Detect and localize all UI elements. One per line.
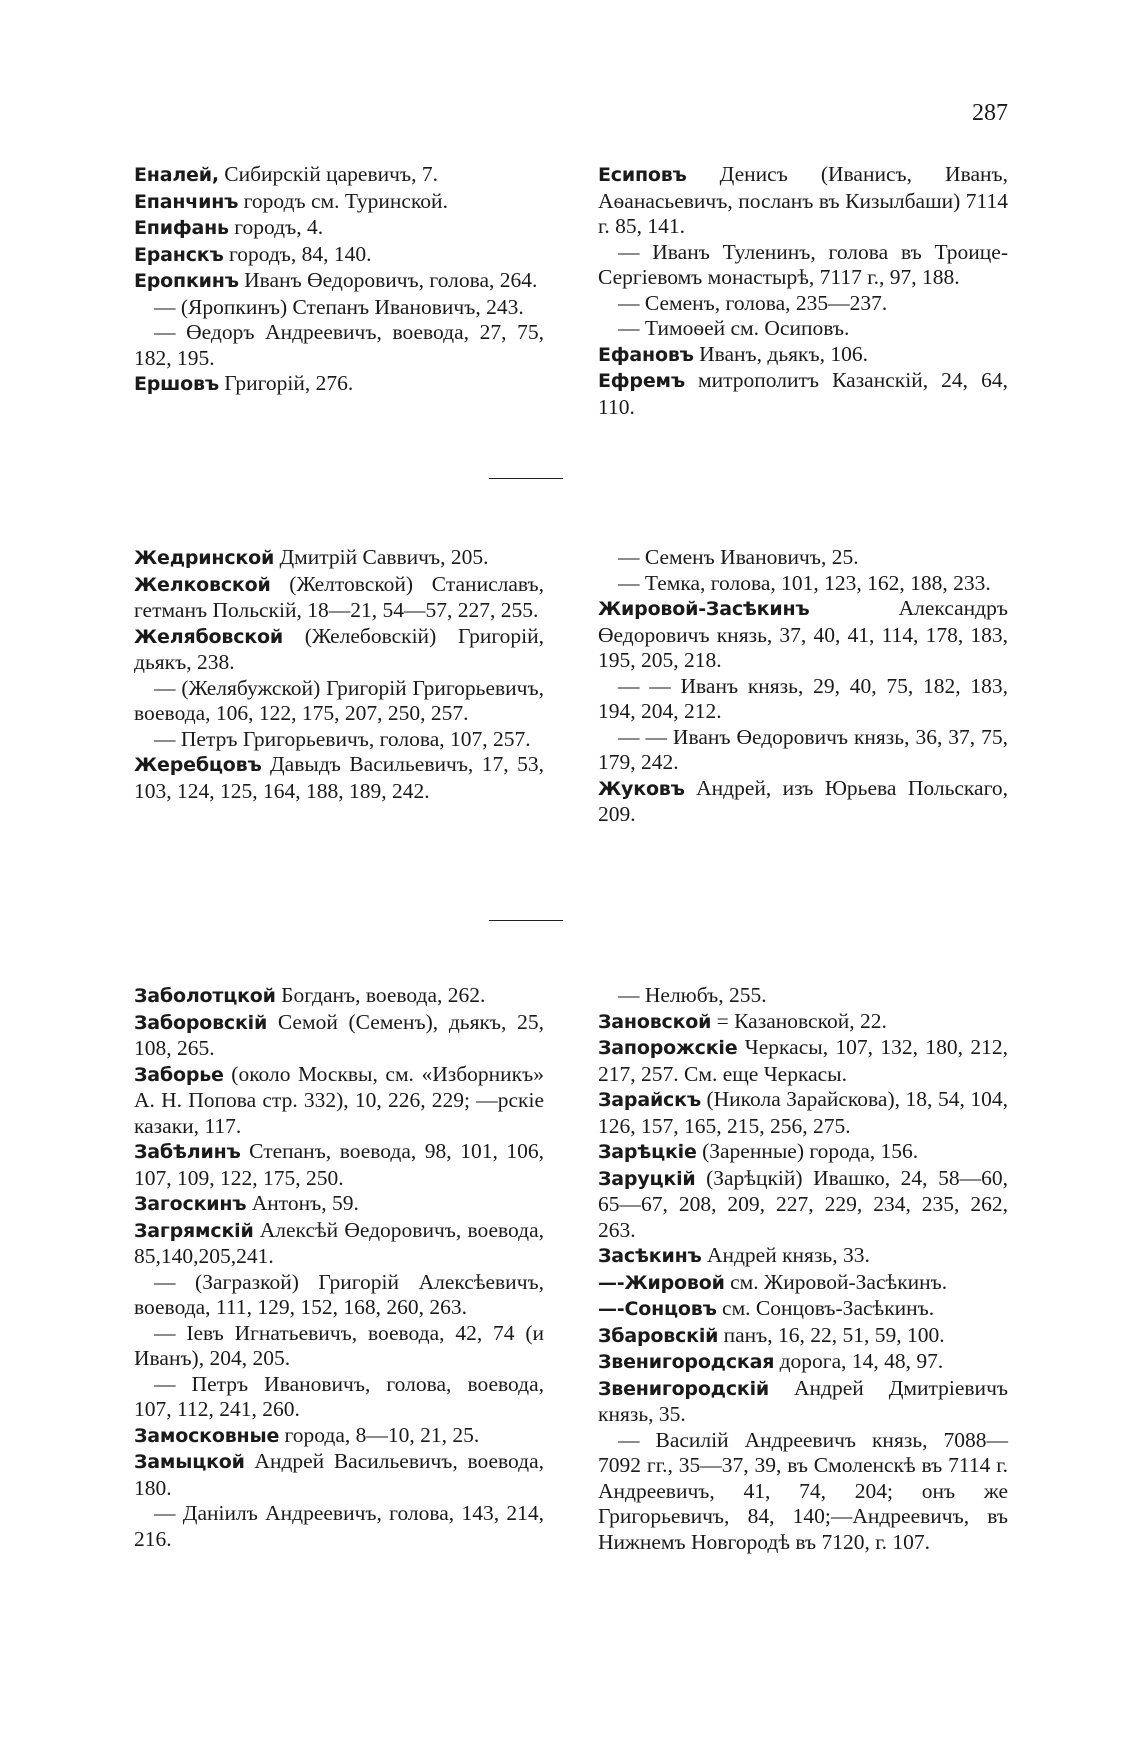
index-entry (134, 268, 544, 295)
entry-headword: Еранскъ (134, 243, 224, 266)
index-entry (134, 676, 544, 727)
entry-text: Алексѣй Өедоровичъ, воевода, 85,140,205,241. (134, 1217, 544, 1268)
entry-text: см. Жировой-Засѣкинъ. (724, 1269, 948, 1294)
entry-text: Антонъ, 59. (246, 1191, 359, 1215)
index-entry (134, 572, 544, 624)
entry-headword: Еналей, (134, 164, 219, 186)
index-entry (134, 1423, 544, 1450)
entry-text: — Өедоръ Андреевичъ, воевода, 27, 75, 182, 195. (134, 320, 544, 370)
entry-text: — (Загразкой) Григорій Алексѣевичъ, воевода, 111, 129, 152, 168, 260, 263. (134, 1269, 544, 1319)
entry-text: городъ, 4. (228, 215, 324, 239)
entry-headword: Епифань (134, 217, 229, 239)
entry-text: Иванъ Өедоровичъ, голова, 264. (238, 268, 538, 292)
entry-text: (Никола Зарайскова), 18, 54, 104, 126, 157, 165, 215, 256, 275. (598, 1087, 1008, 1138)
index-entry (134, 295, 544, 321)
entry-text: дорога, 14, 48, 97. (774, 1349, 944, 1373)
entry-headword: Загрямскій (134, 1219, 254, 1242)
entry-headword: Ершовъ (134, 373, 219, 395)
index-entry (134, 545, 544, 572)
entry-text: Давыдъ Васильевичъ, 17, 53, 103, 124, 125, 164, 188, 189, 242. (134, 752, 544, 803)
entry-text: Богданъ, воевода, 262. (275, 983, 486, 1007)
entry-text: — Темка, голова, 101, 123, 162, 188, 233. (618, 570, 991, 595)
index-entry (134, 242, 544, 269)
entry-headword: Збаровскій (598, 1324, 719, 1347)
entry-headword: Ефремъ (598, 370, 685, 392)
index-entry (598, 368, 1008, 420)
entry-text: — (Яропкинъ) Степанъ Ивановичъ, 243. (154, 294, 524, 319)
entry-headword: Желябовской (134, 625, 283, 648)
index-entry (598, 162, 1008, 240)
entry-text: Андрей Васильевичъ, воевода, 180. (134, 1449, 544, 1500)
entry-text: — Тимоѳей см. Осиповъ. (618, 316, 850, 340)
index-entry (134, 1010, 544, 1062)
index-entry (598, 983, 1008, 1009)
entry-text: — — Иванъ Өедоровичъ князь, 36, 37, 75, 179, 242. (598, 724, 1008, 774)
entry-headword: Заборье (134, 1063, 224, 1086)
index-entry (134, 1218, 544, 1270)
entry-text: Черкасы, 107, 132, 180, 212, 217, 257. См. еще Черкасы. (598, 1035, 1008, 1086)
entry-text: — Нелюбъ, 255. (618, 983, 767, 1007)
entry-text: — — Иванъ князь, 29, 40, 75, 182, 183, 194, 204, 212. (598, 673, 1008, 723)
index-entry (134, 371, 544, 398)
entry-headword: Жедринской (134, 547, 275, 569)
page-number: 287 (972, 100, 1008, 126)
index-entry (598, 1243, 1008, 1270)
entry-text: — Семенъ Ивановичъ, 25. (618, 545, 859, 569)
entry-text: Александръ Өедоровичъ князь, 37, 40, 41, 114, 178, 183, 195, 205, 218. (598, 596, 1008, 672)
column-left (134, 983, 544, 1552)
entry-headword: Ефановъ (598, 343, 694, 366)
index-entry (598, 596, 1008, 674)
entry-text: = Казановской, 22. (711, 1008, 887, 1033)
index-entry (134, 1062, 544, 1140)
index-entry (598, 1349, 1008, 1376)
entry-text: — Семенъ, голова, 235—237. (618, 290, 888, 315)
entry-text: города, 8—10, 21, 25. (279, 1422, 480, 1447)
entry-text: городъ, 84, 140. (223, 241, 372, 266)
index-entry (598, 1296, 1008, 1323)
index-entry (134, 1449, 544, 1501)
entry-text: Григорій, 276. (218, 371, 354, 395)
entry-headword: Загоскинъ (134, 1193, 247, 1215)
index-entry (134, 1321, 544, 1372)
entry-text: Степанъ, воевода, 98, 101, 106, 107, 109, 122, 175, 250. (134, 1139, 544, 1190)
column-right (598, 983, 1008, 1555)
section-divider (489, 478, 563, 479)
index-entry (598, 342, 1008, 369)
entry-headword: Зарайскъ (598, 1089, 701, 1111)
index-entry (134, 1191, 544, 1218)
column-right (598, 162, 1008, 420)
index-entry (598, 571, 1008, 597)
entry-text: см. Сонцовъ-Засѣкинъ. (716, 1296, 935, 1320)
entry-text: Андрей князь, 33. (701, 1243, 870, 1267)
entry-headword: Замыцкой (134, 1451, 245, 1473)
entry-text: (Желтовской) Станиславъ, гетманъ Польскій, 18—21, 54—57, 227, 255. (134, 571, 544, 622)
index-entry (598, 674, 1008, 725)
entry-text: — Іевъ Игнатьевичъ, воевода, 42, 74 (и Иванъ), 204, 205. (134, 1320, 544, 1370)
index-entry (598, 316, 1008, 342)
entry-text: — Иванъ Туленинъ, голова въ Троице-Сергіевомъ монастырѣ, 7117 г., 97, 188. (598, 239, 1008, 289)
entry-headword: Забѣлинъ (134, 1141, 241, 1163)
entry-headword: Зарѣцкіе (598, 1141, 697, 1163)
index-entry (598, 776, 1008, 828)
entry-headword: Жуковъ (598, 777, 685, 800)
entry-headword: Заборовскій (134, 1011, 268, 1034)
entry-text: — Василій Андреевичъ князь, 7088—7092 гг., 35—37, 39, въ Смоленскѣ въ 7114 г. Андреевичъ, 41, 74, 204; онъ же Григорьевичъ, 84, 140;—Андреевичъ, въ Нижнемъ Новгородѣ въ 7120, г. 107. (598, 1427, 1008, 1554)
column-left (134, 545, 544, 804)
column-right (598, 545, 1008, 828)
entry-headword: —-Сонцовъ (598, 1298, 717, 1320)
entry-text: городъ см. Туринской. (238, 188, 448, 213)
index-entry (598, 240, 1008, 291)
entry-headword: Заруцкій (598, 1167, 696, 1190)
entry-text: Сибирскій царевичъ, 7. (218, 162, 438, 186)
entry-headword: Замосковные (134, 1424, 280, 1447)
index-entry (598, 725, 1008, 776)
entry-text: (Желебовскій) Григорій, дьякъ, 238. (134, 623, 544, 674)
column-left (134, 162, 544, 398)
entry-headword: Зановской (598, 1010, 712, 1033)
index-entry (134, 1270, 544, 1321)
section-divider (489, 920, 563, 921)
entry-headword: Еропкинъ (134, 270, 239, 292)
entry-headword: Заболотцкой (134, 985, 276, 1007)
entry-headword: Жеребцовъ (134, 754, 262, 776)
entry-headword: Епанчинъ (134, 190, 239, 213)
index-entry (598, 1323, 1008, 1350)
entry-headword: Звенигородская (598, 1351, 775, 1373)
index-entry (134, 215, 544, 242)
entry-headword: Запорожскіе (598, 1037, 738, 1059)
entry-text: (около Москвы, см. «Изборникъ» А. Н. Попова стр. 332), 10, 226, 229; —рскіе казаки, 117. (134, 1061, 544, 1138)
index-entry (598, 291, 1008, 317)
entry-headword: Засѣкинъ (598, 1245, 702, 1267)
entry-headword: Звенигородскій (598, 1377, 770, 1400)
entry-text: (Заренные) города, 156. (696, 1139, 919, 1163)
entry-text: Семой (Семенъ), дьякъ, 25, 108, 265. (134, 1009, 544, 1060)
entry-text: панъ, 16, 22, 51, 59, 100. (718, 1322, 945, 1347)
entry-text: Дмитрій Саввичъ, 205. (274, 545, 489, 569)
index-entry (134, 162, 544, 189)
entry-text: — Даніилъ Андреевичъ, голова, 143, 214, 216. (134, 1501, 544, 1551)
index-entry (598, 1166, 1008, 1244)
entry-text: Андрей Дмитріевичъ князь, 35. (598, 1375, 1008, 1426)
index-entry (134, 189, 544, 216)
index-entry (134, 727, 544, 753)
index-entry (598, 1087, 1008, 1139)
index-entry (134, 1501, 544, 1552)
entry-text: Андрей, изъ Юрьева Польскаго, 209. (598, 775, 1008, 826)
index-entry (598, 1035, 1008, 1087)
entry-headword: Желковской (134, 573, 271, 596)
index-entry (598, 1009, 1008, 1036)
entry-text: митрополитъ Казанскій, 24, 64, 110. (598, 368, 1008, 419)
index-entry (134, 320, 544, 371)
entry-headword: —-Жировой (598, 1271, 725, 1294)
entry-text: — Петръ Ивановичъ, голова, воевода, 107, 112, 241, 260. (134, 1371, 544, 1421)
entry-text: Денисъ (Иванисъ, Иванъ, Аѳанасьевичъ, посланъ въ Кизылбаши) 7114 г. 85, 141. (598, 162, 1008, 238)
index-entry (134, 1139, 544, 1191)
entry-headword: Есиповъ (598, 164, 687, 186)
entry-text: — (Желябужской) Григорій Григорьевичъ, воевода, 106, 122, 175, 207, 250, 257. (134, 675, 544, 725)
index-entry (598, 1376, 1008, 1428)
index-entry (134, 624, 544, 676)
index-entry (134, 752, 544, 804)
entry-text: — Петръ Григорьевичъ, голова, 107, 257. (154, 726, 531, 751)
index-entry (598, 1139, 1008, 1166)
index-entry (134, 983, 544, 1010)
index-entry (134, 1372, 544, 1423)
entry-headword: Жировой-Засѣкинъ (598, 598, 810, 620)
index-entry (598, 1270, 1008, 1297)
index-entry (598, 545, 1008, 571)
entry-text: Иванъ, дьякъ, 106. (693, 341, 868, 366)
entry-text: (Зарѣцкій) Ивашко, 24, 58—60, 65—67, 208, 209, 227, 229, 234, 235, 262, 263. (598, 1165, 1008, 1242)
index-entry (598, 1428, 1008, 1556)
